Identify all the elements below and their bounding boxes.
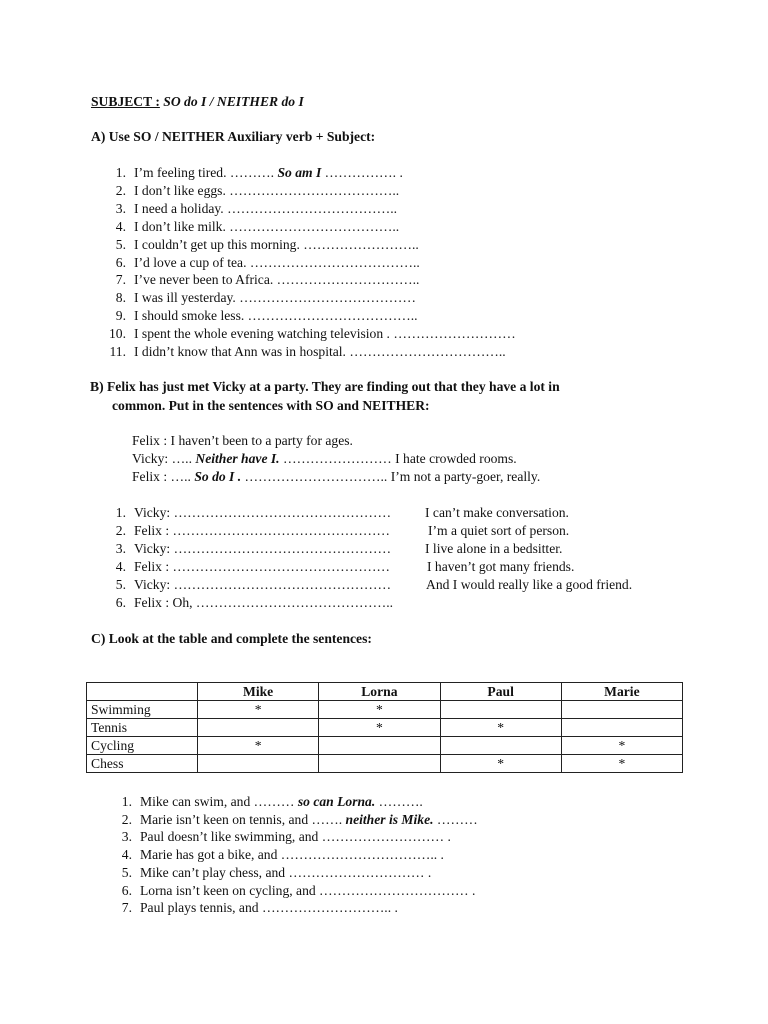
- example-answer: Neither have I.: [195, 451, 280, 466]
- item-number: 11.: [109, 344, 126, 359]
- item-number: 6.: [121, 882, 132, 898]
- item-number: 3.: [121, 829, 132, 845]
- list-item: [104, 326, 516, 342]
- table-cell: [561, 701, 682, 719]
- section-c-heading: C) Look at the table and complete the sentences:: [91, 631, 372, 646]
- item-answer: So am I: [277, 165, 322, 180]
- table-row-label: Tennis: [87, 719, 198, 737]
- subject-line: [91, 94, 304, 110]
- table-cell: [198, 719, 319, 737]
- item-text: I’ve never been to Africa. …………………………..: [134, 272, 420, 288]
- table-row: [87, 737, 683, 755]
- item-speaker: Felix : …………………………………………: [134, 559, 391, 574]
- table-cell: [319, 755, 440, 773]
- item-number: 2.: [115, 182, 126, 198]
- item-post: ………: [433, 811, 478, 827]
- list-item: [104, 290, 416, 306]
- item-speaker: Vicky: …………………………………………: [134, 505, 392, 520]
- item-pre: Paul plays tennis, and ……………………….. .: [140, 900, 398, 916]
- table-cell: *: [561, 737, 682, 755]
- table-body: [87, 701, 683, 773]
- list-item: [110, 794, 423, 810]
- table-row-label: Cycling: [87, 737, 198, 755]
- example-answer: So do I .: [194, 469, 242, 484]
- item-text: I’m feeling tired. ……….: [134, 165, 278, 180]
- table-cell: *: [561, 755, 682, 773]
- list-item: [104, 595, 393, 611]
- item-line: I live alone in a bedsitter.: [425, 541, 563, 556]
- table-cell: *: [319, 701, 440, 719]
- item-speaker: Vicky: …………………………………………: [134, 577, 392, 592]
- table-header-cell: Marie: [561, 683, 682, 701]
- item-text: I was ill yesterday. …………………………………: [134, 290, 416, 306]
- example-post: …………………… I hate crowded rooms.: [279, 451, 517, 466]
- item-speaker: Felix : Oh, ……………………………………..: [134, 595, 394, 610]
- list-item: [104, 219, 399, 235]
- item-number: 3.: [115, 200, 126, 216]
- table-row-label: Chess: [87, 755, 198, 773]
- table-cell: *: [440, 719, 561, 737]
- example-pre: Vicky: …..: [132, 451, 196, 466]
- table-row-label: Swimming: [87, 701, 198, 719]
- item-answer: so can Lorna.: [297, 794, 376, 809]
- item-pre: Lorna isn’t keen on cycling, and …………………………… .: [140, 882, 476, 898]
- item-pre: Mike can’t play chess, and ………………………… .: [140, 864, 432, 880]
- item-number: 4.: [115, 559, 126, 574]
- item-number: 5.: [115, 577, 126, 592]
- table-cell: [440, 737, 561, 755]
- section-b-heading-line1: B) Felix has just met Vicky at a party. They are finding out that they have a lot in: [90, 379, 560, 394]
- item-number: 8.: [115, 290, 126, 306]
- item-text: I spent the whole evening watching television . ………………………: [134, 326, 516, 342]
- item-line: I’m a quiet sort of person.: [428, 523, 570, 538]
- table-cell: *: [440, 755, 561, 773]
- item-text: I’d love a cup of tea. ………………………………..: [134, 254, 420, 270]
- item-post: ……….: [375, 794, 423, 809]
- table-header-row: [87, 683, 683, 701]
- item-number: 7.: [115, 272, 126, 288]
- table-cell: *: [198, 701, 319, 719]
- item-number: 3.: [115, 541, 126, 556]
- list-item: [110, 847, 444, 863]
- item-text: I didn’t know that Ann was in hospital. ……………………………..: [134, 344, 506, 359]
- item-text: I couldn’t get up this morning. ……………………..: [134, 236, 419, 252]
- item-pre: Marie isn’t keen on tennis, and …….: [140, 811, 346, 827]
- section-b-heading-line2: common. Put in the sentences with SO and NEITHER:: [112, 398, 430, 413]
- item-pre: Mike can swim, and ………: [140, 794, 298, 809]
- list-item: [110, 900, 398, 916]
- item-text: I don’t like milk. ………………………………..: [134, 218, 400, 234]
- section-a-heading: A) Use SO / NEITHER Auxiliary verb + Subject:: [91, 129, 376, 144]
- list-item: [104, 165, 403, 181]
- table-row: [87, 755, 683, 773]
- item-number: 5.: [121, 864, 132, 880]
- table-cell: [440, 701, 561, 719]
- table-header-cell: Lorna: [319, 683, 440, 701]
- list-item: [104, 559, 390, 575]
- list-item: [110, 865, 431, 881]
- item-number: 2.: [121, 811, 132, 827]
- table-row: [87, 701, 683, 719]
- subject-title: SO do I / NEITHER do I: [163, 94, 304, 109]
- item-line: I can’t make conversation.: [425, 505, 569, 520]
- list-item: [110, 829, 451, 845]
- item-number: 1.: [121, 794, 132, 809]
- item-number: 2.: [115, 523, 126, 538]
- table-cell: [561, 719, 682, 737]
- table-corner-cell: [87, 683, 198, 701]
- list-item: [110, 812, 478, 828]
- example-pre: Felix : I haven’t been to a party for ages.: [132, 433, 353, 448]
- activity-table: [86, 682, 683, 773]
- table-cell: *: [198, 737, 319, 755]
- item-answer: neither is Mike.: [345, 811, 434, 827]
- example-line: [132, 451, 517, 467]
- list-item: [104, 523, 390, 539]
- item-speaker: Vicky: …………………………………………: [134, 541, 392, 556]
- item-line: I haven’t got many friends.: [427, 559, 575, 574]
- table-cell: [198, 755, 319, 773]
- item-text: I should smoke less. ………………………………..: [134, 308, 418, 324]
- example-pre: Felix : …..: [132, 469, 195, 484]
- example-line: [132, 433, 353, 449]
- table-header-cell: Paul: [440, 683, 561, 701]
- example-post: ………………………….. I’m not a party-goer, really.: [241, 469, 541, 484]
- item-number: 7.: [121, 900, 132, 916]
- list-item: [104, 308, 418, 324]
- item-number: 1.: [115, 505, 126, 520]
- item-text: I need a holiday. ………………………………..: [134, 200, 398, 216]
- item-text: I don’t like eggs. ………………………………..: [134, 182, 400, 198]
- item-number: 6.: [115, 595, 126, 610]
- item-line: And I would really like a good friend.: [426, 577, 633, 592]
- item-number: 1.: [115, 165, 126, 180]
- item-after: ……………. .: [321, 165, 403, 180]
- item-number: 5.: [115, 236, 126, 252]
- table-header-cell: Mike: [198, 683, 319, 701]
- item-number: 10.: [109, 326, 126, 342]
- table-cell: *: [319, 719, 440, 737]
- item-speaker: Felix : …………………………………………: [134, 523, 391, 538]
- list-item: [104, 255, 420, 271]
- list-item: [104, 344, 506, 360]
- item-number: 4.: [115, 218, 126, 234]
- item-pre: Paul doesn’t like swimming, and ……………………… .: [140, 829, 451, 845]
- example-line: [132, 469, 540, 485]
- table-row: [87, 719, 683, 737]
- table-cell: [319, 737, 440, 755]
- item-number: 4.: [121, 847, 132, 863]
- list-item: [104, 201, 397, 217]
- item-number: 9.: [115, 308, 126, 324]
- list-item: [104, 272, 419, 288]
- list-item: [104, 237, 419, 253]
- subject-label: SUBJECT :: [91, 94, 160, 109]
- list-item: [104, 541, 391, 557]
- list-item: [104, 183, 399, 199]
- list-item: [110, 883, 475, 899]
- list-item: [104, 505, 391, 521]
- list-item: [104, 577, 391, 593]
- item-number: 6.: [115, 254, 126, 270]
- item-pre: Marie has got a bike, and …………………………….. .: [140, 847, 444, 863]
